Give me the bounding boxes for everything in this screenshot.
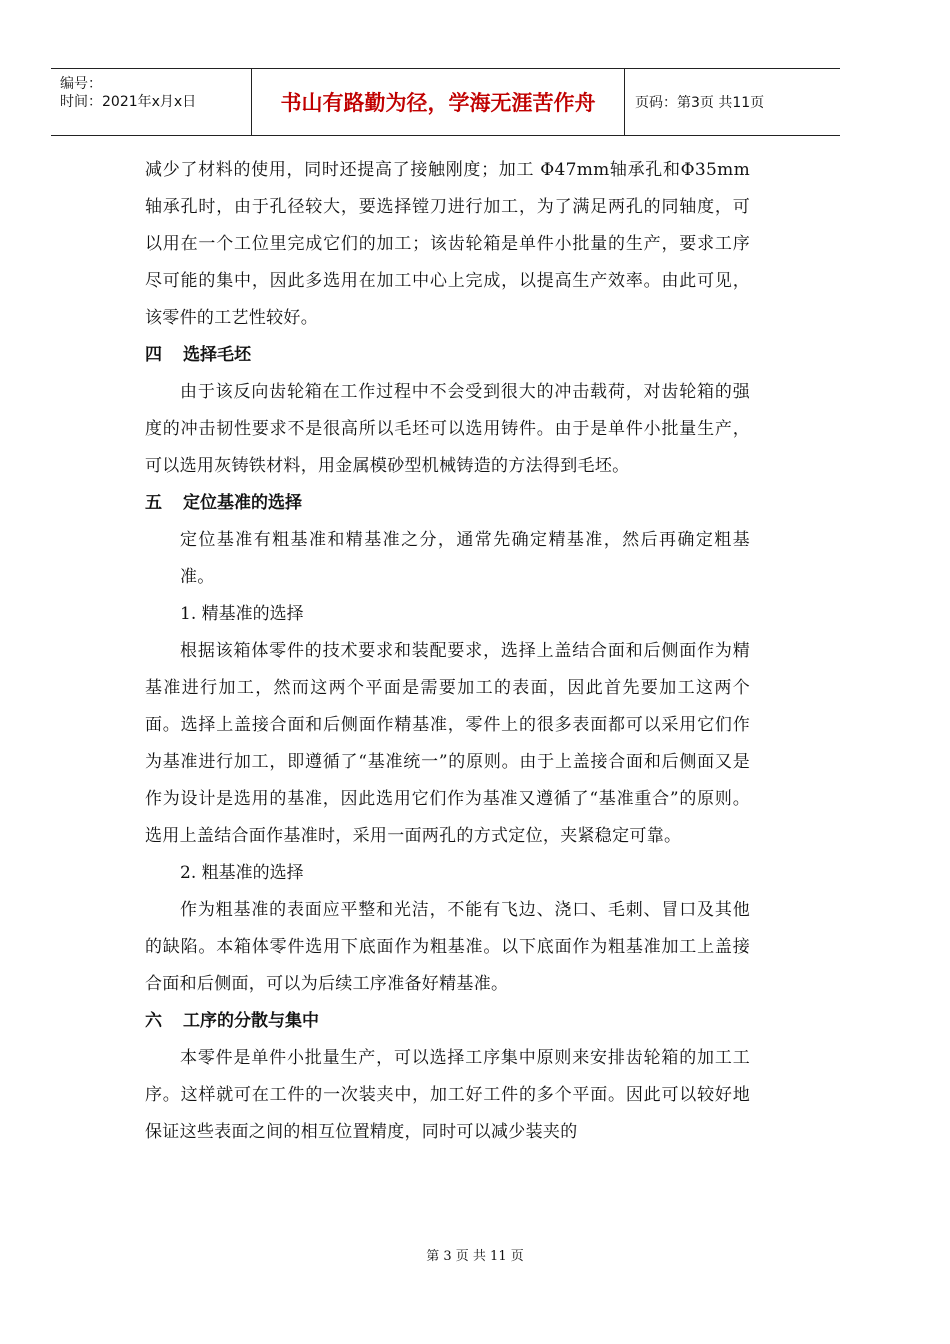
number-label: 编号： — [60, 76, 102, 92]
header-meta-cell — [51, 69, 252, 135]
section-heading-5 — [145, 485, 750, 522]
header-page-label: 页码：第3页 共11页 — [635, 95, 765, 111]
section-5-paragraph: 定位基准有粗基准和精基准之分，通常先确定精基准，然后再确定粗基准。 — [180, 530, 750, 587]
section-title: 工序的分散与集中 — [183, 1011, 319, 1031]
section-number: 四 — [145, 345, 162, 365]
subsection-2-paragraph: 作为粗基准的表面应平整和光洁，不能有飞边、浇口、毛刺、冒口及其他的缺陷。本箱体零件选用下底面作为粗基准。以下底面作为粗基准加工上盖接合面和后侧面，可以为后续工序准备好精基准。 — [145, 900, 750, 994]
section-title: 定位基准的选择 — [183, 493, 302, 513]
section-number: 五 — [145, 493, 162, 513]
subsection-heading-2: 2. 粗基准的选择 — [180, 863, 304, 883]
section-title: 选择毛坯 — [183, 345, 251, 365]
header-motto: 书山有路勤为径，学海无涯苦作舟 — [252, 69, 625, 135]
section-4-paragraph: 由于该反向齿轮箱在工作过程中不会受到很大的冲击载荷，对齿轮箱的强度的冲击韧性要求不是很高所以毛坯可以选用铸件。由于是单件小批量生产，可以选用灰铸铁材料，用金属模砂型机械铸造的方法得到毛坯。 — [145, 382, 750, 476]
document-body — [145, 152, 750, 1151]
intro-paragraph: 减少了材料的使用，同时还提高了接触刚度；加工 Φ47mm轴承孔和Φ35mm轴承孔时，由于孔径较大，要选择镗刀进行加工，为了满足两孔的同轴度，可以用在一个工位里完成它们的加工；该齿轮箱是单件小批量的生产，要求工序尽可能的集中，因此多选用在加工中心上完成，以提高生产效率。由此可见，该零件的工艺性较好。 — [145, 160, 750, 328]
section-number: 六 — [145, 1011, 162, 1031]
time-label: 时间：2021年x月x日 — [60, 94, 197, 110]
section-heading-4 — [145, 337, 750, 374]
section-heading-6 — [145, 1003, 750, 1040]
section-6-paragraph: 本零件是单件小批量生产，可以选择工序集中原则来安排齿轮箱的加工工序。这样就可在工件的一次装夹中，加工好工件的多个平面。因此可以较好地保证这些表面之间的相互位置精度，同时可以减少装夹的 — [145, 1048, 750, 1142]
subsection-1-paragraph: 根据该箱体零件的技术要求和装配要求，选择上盖结合面和后侧面作为精基准进行加工，然而这两个平面是需要加工的表面，因此首先要加工这两个面。选择上盖接合面和后侧面作精基准，零件上的很多表面都可以采用它们作为基准进行加工，即遵循了“基准统一”的原则。由于上盖接合面和后侧面又是作为设计是选用的基准，因此选用它们作为基准又遵循了“基准重合”的原则。选用上盖结合面作基准时，采用一面两孔的方式定位，夹紧稳定可靠。 — [145, 641, 750, 846]
header-table — [51, 68, 840, 136]
page-footer: 第 3 页 共 11 页 — [426, 1249, 524, 1264]
subsection-heading-1: 1. 精基准的选择 — [180, 604, 304, 624]
